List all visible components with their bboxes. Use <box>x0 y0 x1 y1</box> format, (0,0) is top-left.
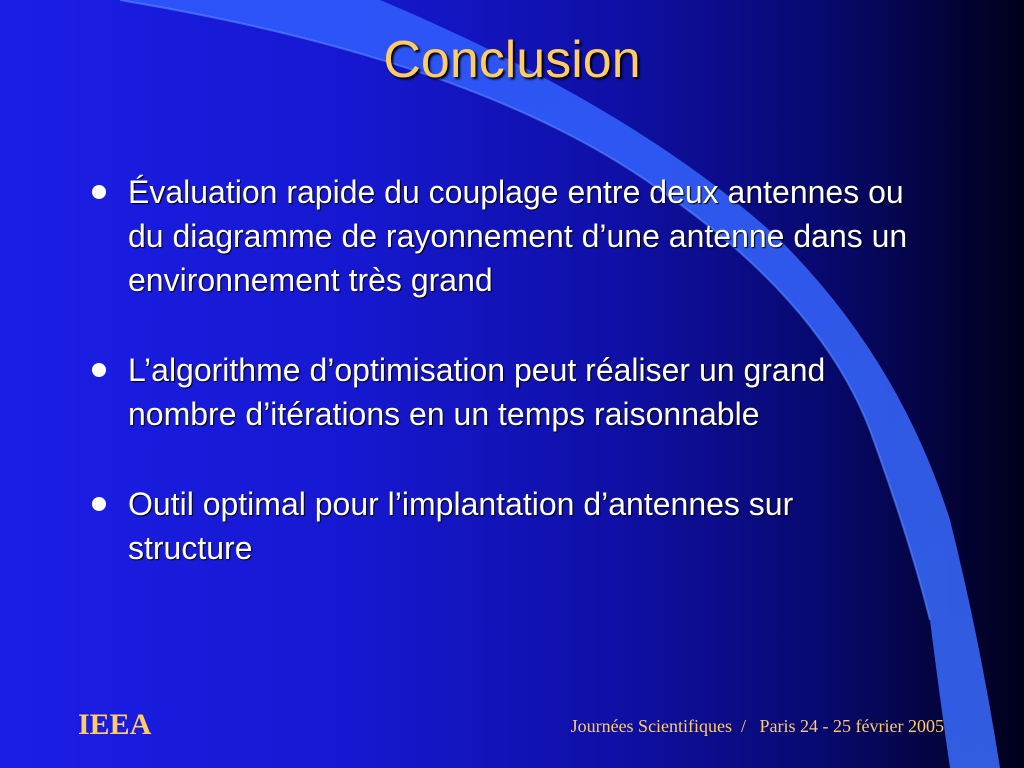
bullet-list <box>88 170 918 570</box>
slide-title: Conclusion <box>383 31 641 89</box>
bullet-item <box>88 348 918 436</box>
bullet-dot-icon <box>92 497 106 511</box>
bullet-item <box>88 482 918 570</box>
bullet-text: Évaluation rapide du couplage entre deux antennes ou du diagramme de rayonnement d’une antenne dans un environnement très grand <box>128 174 908 298</box>
bullet-text: L’algorithme d’optimisation peut réaliser un grand nombre d’itérations en un temps raisonnable <box>128 352 826 432</box>
footer-organization: IEEA <box>78 708 152 741</box>
bullet-dot-icon <box>92 185 106 199</box>
bullet-text: Outil optimal pour l’implantation d’antennes sur structure <box>128 486 794 566</box>
bullet-item <box>88 170 918 302</box>
bullet-dot-icon <box>92 363 106 377</box>
footer-event-info: Journées Scientifiques / Paris 24 - 25 février 2005 <box>570 716 944 736</box>
